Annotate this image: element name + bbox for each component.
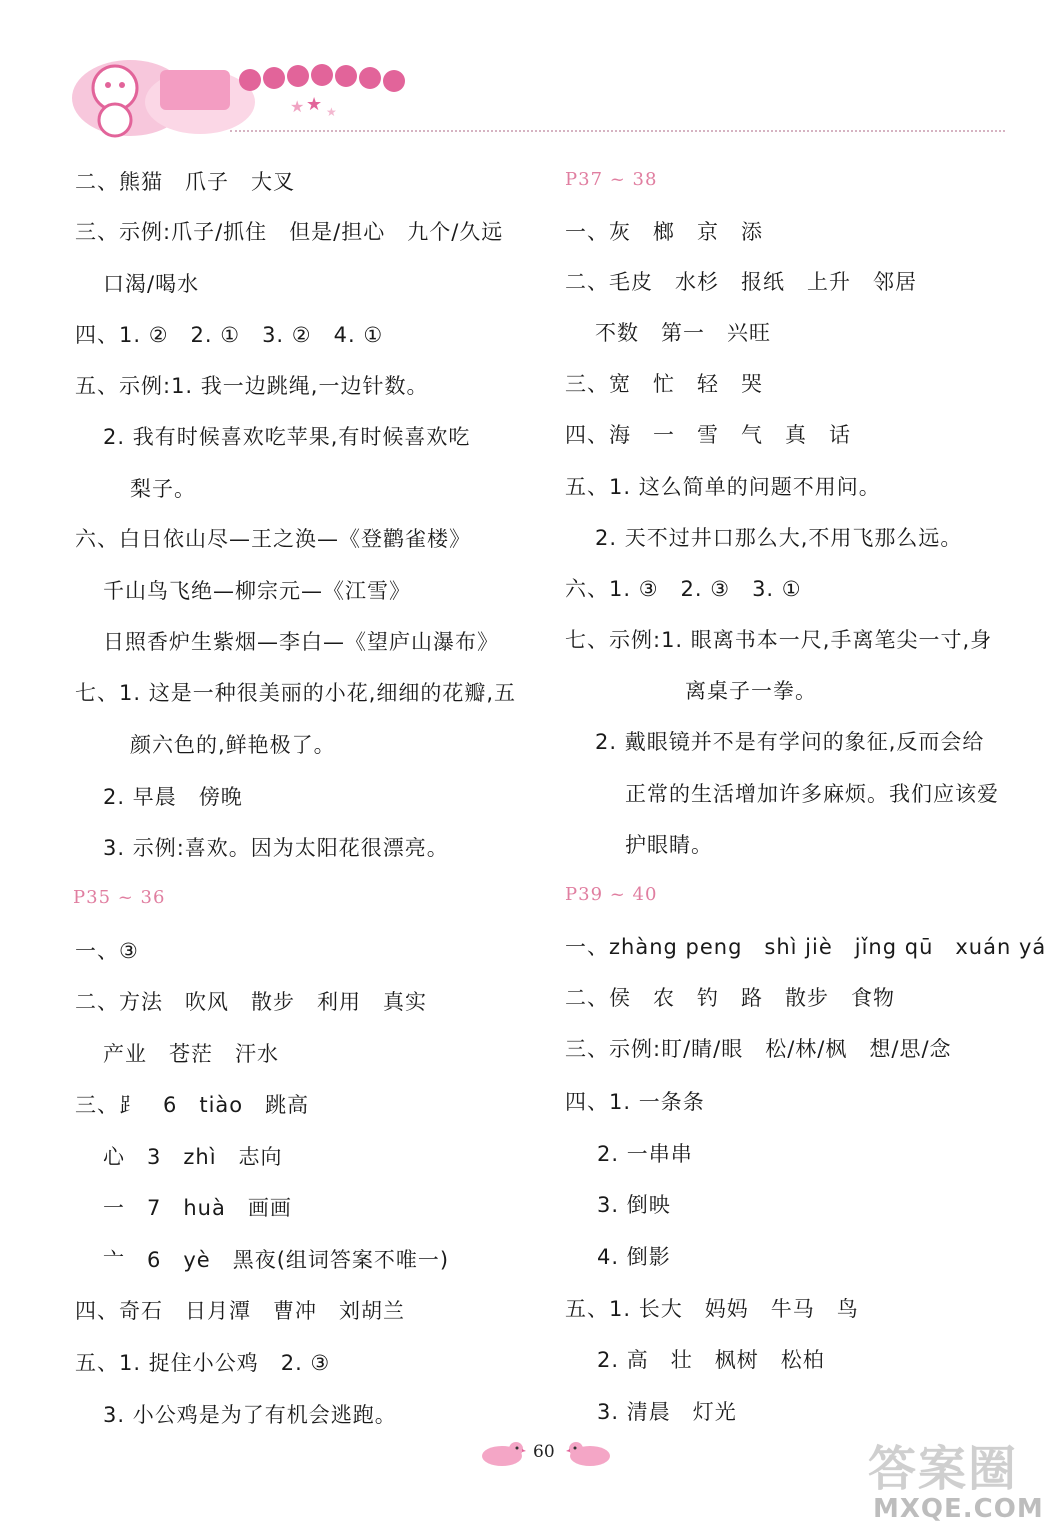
right-line: 三、宽 忙 轻 哭 <box>565 372 763 396</box>
right-line: 不数 第一 兴旺 <box>595 321 771 345</box>
section-heading: P35 ~ 36 <box>73 887 166 908</box>
left-line: 口渴/喝水 <box>103 272 200 296</box>
right-line: 2. 天不过井口那么大,不用飞那么远。 <box>595 526 963 550</box>
left-line: 3. 小公鸡是为了有机会逃跑。 <box>103 1403 397 1427</box>
left-line: 四、1. ② 2. ① 3. ② 4. ① <box>75 323 384 347</box>
left-line: 2. 我有时候喜欢吃苹果,有时候喜欢吃 <box>103 425 471 449</box>
left-line: 心 3 zhì 志向 <box>103 1145 283 1169</box>
bird-left-icon <box>478 1438 526 1468</box>
right-line: 4. 倒影 <box>597 1245 671 1269</box>
left-line: 2. 早晨 傍晚 <box>103 785 243 809</box>
right-line: 2. 戴眼镜并不是有学问的象征,反而会给 <box>595 730 985 754</box>
right-line: 3. 倒映 <box>597 1193 671 1217</box>
left-line: 三、⻊ 6 tiào 跳高 <box>75 1093 310 1117</box>
page-number: 60 <box>533 1442 555 1462</box>
right-line: 3. 清晨 灯光 <box>597 1400 737 1424</box>
left-line: 梨子。 <box>130 477 196 501</box>
right-line: 二、毛皮 水杉 报纸 上升 邻居 <box>565 270 917 294</box>
svg-text:★: ★ <box>306 94 323 115</box>
svg-text:★: ★ <box>290 97 305 116</box>
section-heading: P37 ~ 38 <box>565 169 658 190</box>
right-line: 五、1. 这么简单的问题不用问。 <box>565 475 881 499</box>
right-line: 七、示例:1. 眼离书本一尺,手离笔尖一寸,身 <box>565 628 993 652</box>
left-line: 颜六色的,鲜艳极了。 <box>130 733 336 757</box>
left-line: 五、示例:1. 我一边跳绳,一边针数。 <box>75 374 429 398</box>
left-line: 二、熊猫 爪子 大叉 <box>75 170 295 194</box>
left-line: 二、方法 吹风 散步 利用 真实 <box>75 990 427 1014</box>
left-line: 日照香炉生紫烟—李白—《望庐山瀑布》 <box>103 630 499 654</box>
right-line: 正常的生活增加许多麻烦。我们应该爱 <box>625 782 999 806</box>
section-heading: P39 ~ 40 <box>565 884 658 905</box>
svg-text:★: ★ <box>326 105 337 119</box>
right-line: 四、海 一 雪 气 真 话 <box>565 423 851 447</box>
header-banner-art <box>70 40 430 140</box>
watermark-logo-text: 答案圈 <box>868 1441 1019 1497</box>
right-line: 2. 一串串 <box>597 1142 693 1166</box>
left-line: 3. 示例:喜欢。因为太阳花很漂亮。 <box>103 836 449 860</box>
right-line: 三、示例:盯/睛/眼 松/林/枫 想/思/念 <box>565 1037 952 1061</box>
left-line: 七、1. 这是一种很美丽的小花,细细的花瓣,五 <box>75 681 517 705</box>
right-line: 六、1. ③ 2. ③ 3. ① <box>565 577 802 601</box>
right-line: 离桌子一拳。 <box>685 679 817 703</box>
left-line: 亠 6 yè 黑夜(组词答案不唯一) <box>103 1248 450 1272</box>
left-line: 六、白日依山尽—王之涣—《登鹳雀楼》 <box>75 527 471 551</box>
right-line: 四、1. 一条条 <box>565 1090 705 1114</box>
left-line: 一、③ <box>75 939 139 963</box>
right-line: 一、灰 榔 京 添 <box>565 220 763 244</box>
right-line: 一、zhàng peng shì jiè jǐng qū xuán yá <box>565 935 1047 959</box>
left-line: 产业 苍茫 汗水 <box>103 1042 279 1066</box>
right-line: 护眼睛。 <box>625 833 713 857</box>
right-line: 五、1. 长大 妈妈 牛马 鸟 <box>565 1297 859 1321</box>
left-line: 四、奇石 日月潭 曹冲 刘胡兰 <box>75 1299 405 1323</box>
watermark <box>858 1430 1044 1530</box>
left-line: 一 7 huà 画画 <box>103 1196 292 1220</box>
right-line: 二、侯 农 钓 路 散步 食物 <box>565 986 895 1010</box>
bird-right-icon <box>566 1438 614 1468</box>
left-line: 五、1. 捉住小公鸡 2. ③ <box>75 1351 331 1375</box>
watermark-url-text: MXQE.COM <box>873 1494 1044 1524</box>
right-line: 2. 高 壮 枫树 松柏 <box>597 1348 825 1372</box>
left-line: 三、示例:爪子/抓住 但是/担心 九个/久远 <box>75 220 504 244</box>
header-divider <box>230 130 1005 132</box>
left-line: 千山鸟飞绝—柳宗元—《江雪》 <box>103 579 411 603</box>
